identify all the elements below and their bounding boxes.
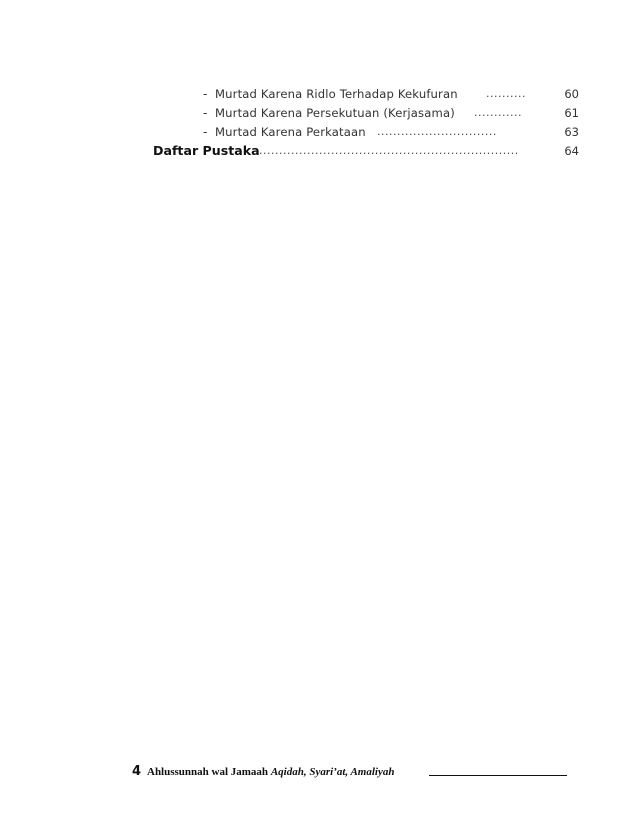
entry-page-number: 63 (564, 125, 579, 139)
footer-book-title (147, 761, 394, 783)
dot-leader: .......... (486, 87, 526, 100)
footer-rule (429, 775, 567, 776)
entry-dash: - (203, 106, 208, 120)
entry-page-number: 64 (564, 144, 579, 158)
entry-title: Daftar Pustaka (153, 143, 260, 158)
footer-title-bold: Ahlussunnah wal Jamaah (147, 766, 271, 778)
entry-title: Murtad Karena Ridlo Terhadap Kekufuran (215, 87, 458, 101)
dot-leader: ............ (474, 106, 522, 119)
dot-leader: ................................................................. (259, 144, 519, 157)
footer-page-number: 4 (132, 764, 142, 779)
dot-leader: .............................. (377, 125, 497, 138)
entry-title: Murtad Karena Persekutuan (Kerjasama) (215, 106, 455, 120)
entry-page-number: 60 (564, 87, 579, 101)
footer-title-italic: Aqidah, Syari’at, Amaliyah (270, 766, 395, 778)
page-footer (132, 761, 568, 783)
entry-title: Murtad Karena Perkataan (215, 125, 366, 139)
entry-dash: - (203, 125, 208, 139)
entry-dash: - (203, 87, 208, 101)
entry-page-number: 61 (564, 106, 579, 120)
